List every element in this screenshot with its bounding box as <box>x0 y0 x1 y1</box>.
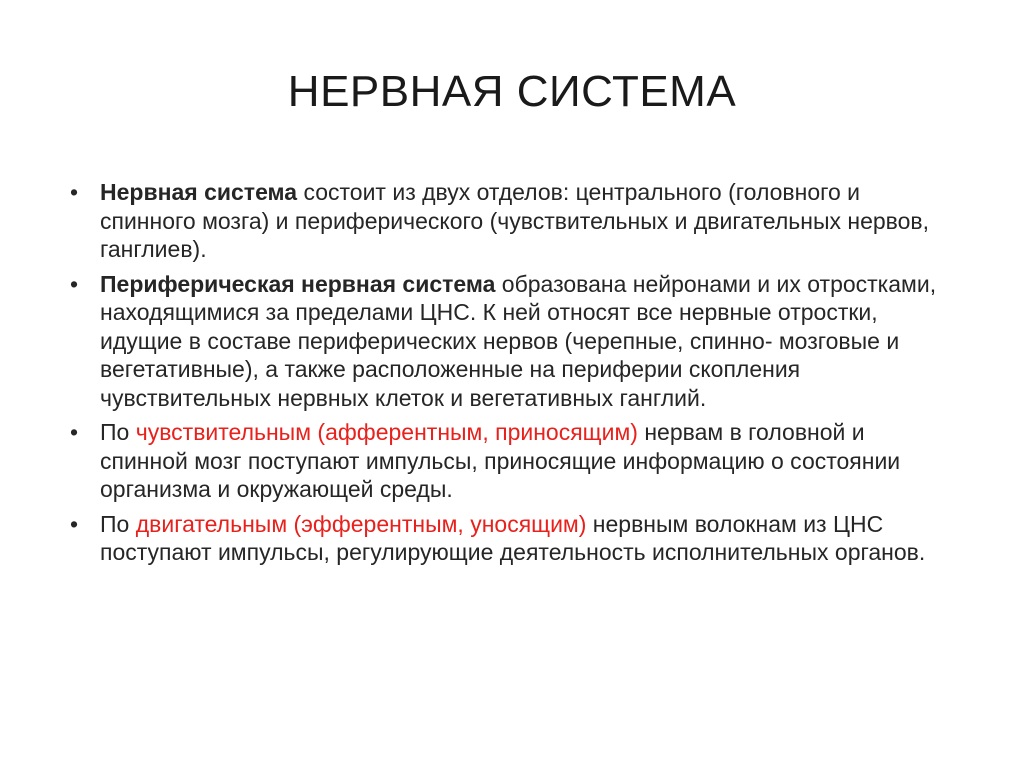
bullet-dot-icon: • <box>69 270 79 297</box>
bullet-dot-icon: • <box>69 419 79 445</box>
slide-title: НЕРВНАЯ СИСТЕМА <box>287 67 737 116</box>
bullet-text: По <box>100 510 136 537</box>
bullet-text: нервным волокнам из ЦНС поступают импульсы, регулирующие деятельность исполнительных органов. <box>100 510 926 565</box>
bullet-item <box>64 270 944 413</box>
bullet-text: состоит из двух отделов: центрального (головного и спинного мозга) и периферического (чувствительных и двигательных нервов, ганглиев). <box>100 179 930 262</box>
bullet-highlight: чувствительным (афферентным, приносящим) <box>135 419 638 445</box>
bullet-item <box>64 510 944 567</box>
bullet-item <box>64 418 944 504</box>
bullet-term: Нервная система <box>100 179 298 205</box>
bullet-item <box>64 178 944 264</box>
bullet-dot-icon: • <box>69 179 79 205</box>
bullet-highlight: двигательным (эфферентным, уносящим) <box>135 510 587 537</box>
bullet-text: нервам в головной и спинной мозг поступают импульсы, приносящие информацию о состоянии организма и окружающей среды. <box>100 419 901 502</box>
bullet-text: образована нейронами и их отростками, находящимися за пределами ЦНС. К ней относят все нервные отростки, идущие в составе периферических нервов (черепные, спинно- мозговые и вегетативные), а также расположенные на периферии скопления чувствительных нервных клеток и вегетативных ганглий. <box>100 270 937 411</box>
bullet-term: Периферическая нервная система <box>100 270 496 297</box>
bullet-list <box>64 178 944 573</box>
bullet-text: По <box>100 419 136 445</box>
bullet-dot-icon: • <box>69 510 79 537</box>
